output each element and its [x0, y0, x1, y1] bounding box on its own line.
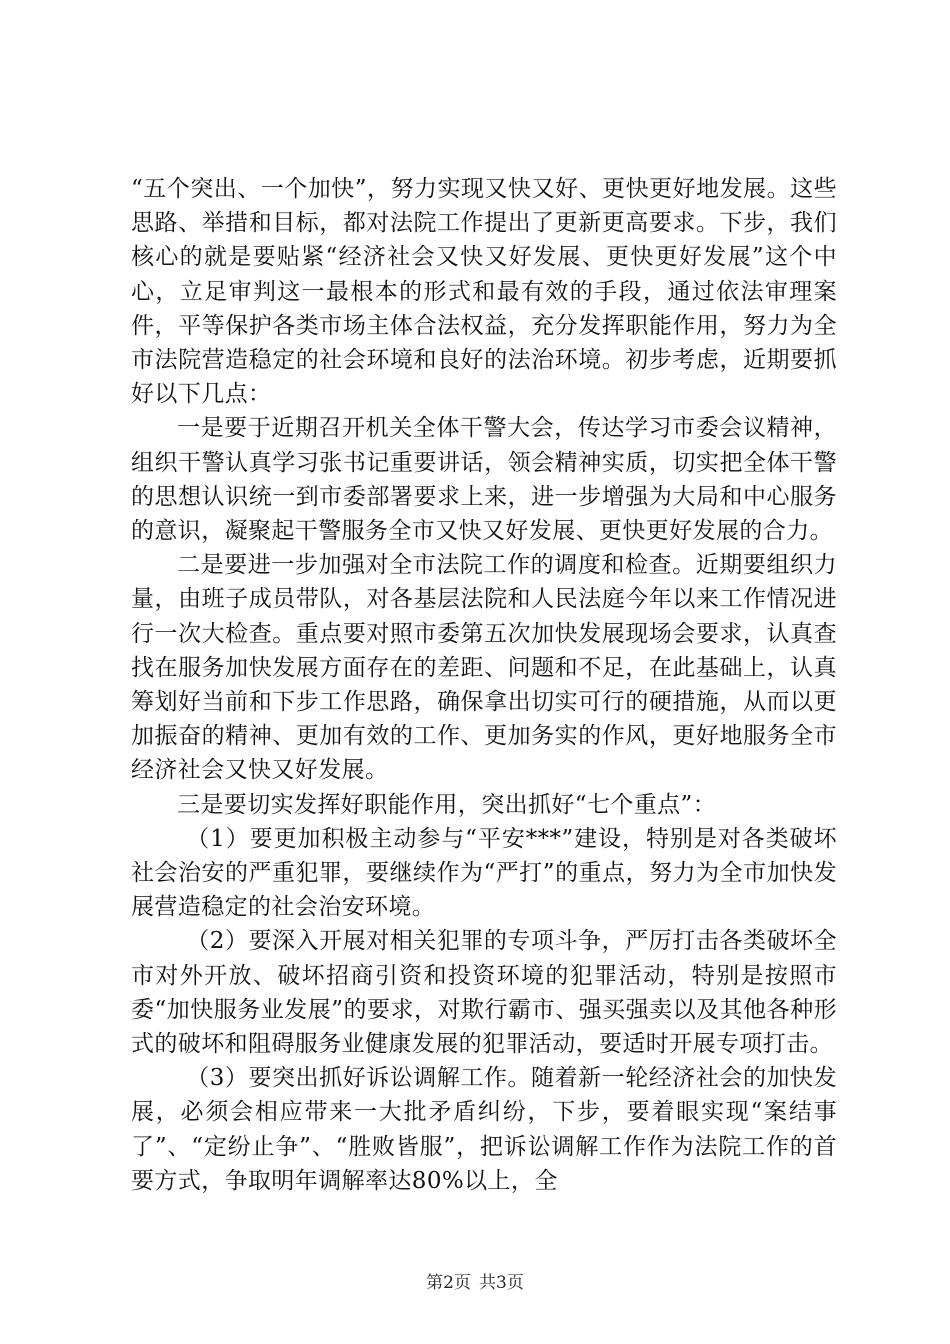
paragraph-item-3: （3）要突出抓好诉讼调解工作。随着新一轮经济社会的加快发展，必须会相应带来一大批矛盾纠纷，下步，要着眼实现“案结事了”、“定纷止争”、“胜败皆服”，把诉讼调解工作作为法院工作的首要方式，争取明年调解率达80%以上，全	[131, 1065, 837, 1194]
page-number: 第2页	[426, 1273, 471, 1293]
document-body	[131, 172, 837, 1198]
page-total: 共3页	[479, 1273, 524, 1293]
paragraph-intro: “五个突出、一个加快”，努力实现又快又好、更快更好地发展。这些思路、举措和目标，都对法院工作提出了更新更高要求。下步，我们核心的就是要贴紧“经济社会又快又好发展、更快更好发展”这个中心，立足审判这一最根本的形式和最有效的手段，通过依法审理案件，平等保护各类市场主体合法权益，充分发挥职能作用，努力为全市法院营造稳定的社会环境和良好的法治环境。初步考虑，近期要抓好以下几点：	[131, 176, 837, 408]
paragraph-item-1: （1）要更加积极主动参与“平安***”建设，特别是对各类破坏社会治安的严重犯罪，要继续作为“严打”的重点，努力为全市加快发展营造稳定的社会治安环境。	[131, 825, 837, 921]
paragraph-item-2: （2）要深入开展对相关犯罪的专项斗争，严厉打击各类破坏全市对外开放、破坏招商引资和投资环境的犯罪活动，特别是按照市委“加快服务业发展”的要求，对欺行霸市、强买强卖以及其他各种形式的破坏和阻碍服务业健康发展的犯罪活动，要适时开展专项打击。	[131, 928, 837, 1058]
paragraph-point-three: 三是要切实发挥好职能作用，突出抓好“七个重点”：	[177, 791, 717, 818]
page-footer	[0, 1272, 950, 1294]
paragraph-point-one: 一是要于近期召开机关全体干警大会，传达学习市委会议精神，组织干警认真学习张书记重要讲话，领会精神实质，切实把全体干警的思想认识统一到市委部署要求上来，进一步增强为大局和中心服务的意识，凝聚起干警服务全市又快又好发展、更快更好发展的合力。	[131, 415, 837, 545]
paragraph-point-two: 二是要进一步加强对全市法院工作的调度和检查。近期要组织力量，由班子成员带队，对各基层法院和人民法庭今年以来工作情况进行一次大检查。重点要对照市委第五次加快发展现场会要求，认真查找在服务加快发展方面存在的差距、问题和不足，在此基础上，认真筹划好当前和下步工作思路，确保拿出切实可行的硬措施，从而以更加振奋的精神、更加有效的工作、更加务实的作风，更好地服务全市经济社会又快又好发展。	[131, 552, 837, 784]
